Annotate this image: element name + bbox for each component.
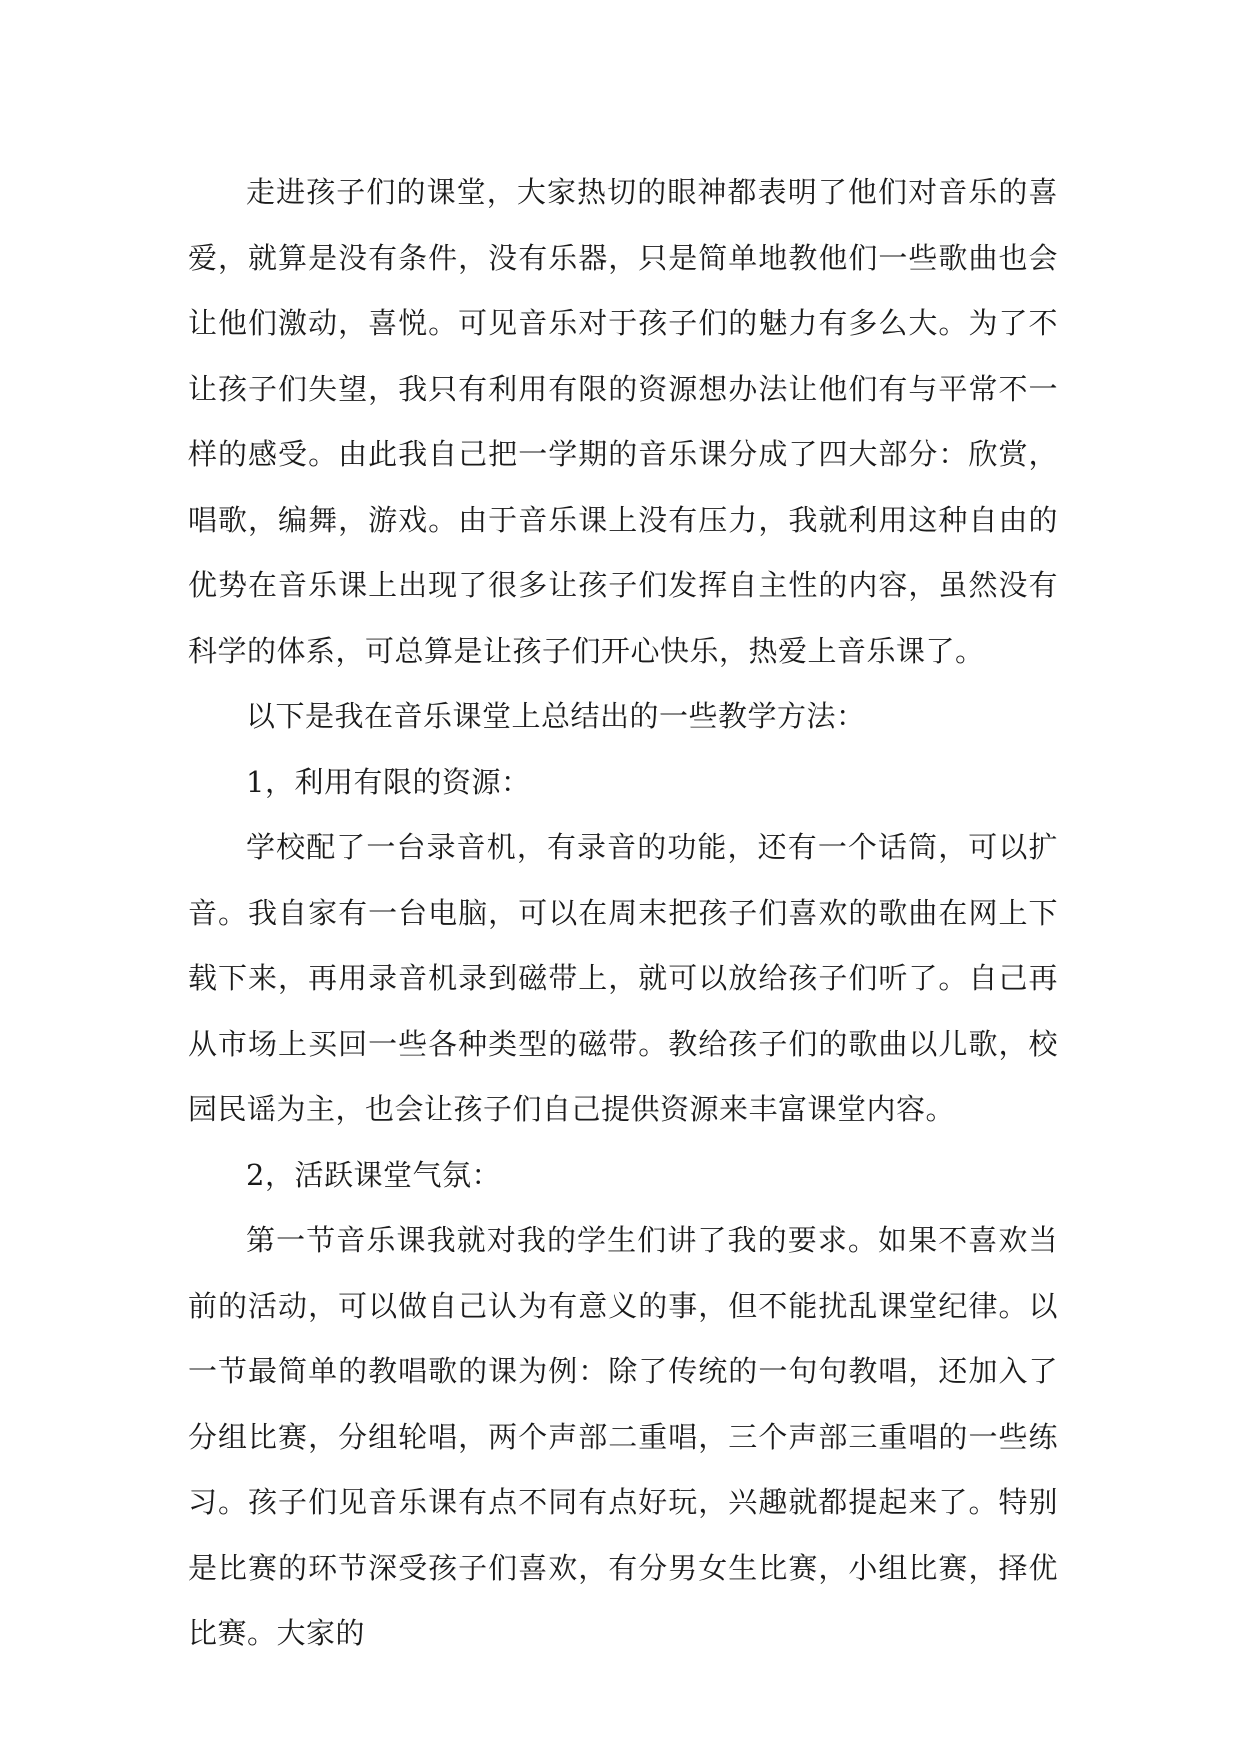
paragraph-item-1-body: 学校配了一台录音机，有录音的功能，还有一个话筒，可以扩音。我自家有一台电脑，可以在周末把孩子们喜欢的歌曲在网上下载下来，再用录音机录到磁带上，就可以放给孩子们听了。自己再从市场上买回一些各种类型的磁带。教给孩子们的歌曲以儿歌，校园民谣为主，也会让孩子们自己提供资源来丰富课堂内容。: [188, 830, 1058, 1126]
paragraph-item-2-heading: 2，活跃课堂气氛：: [246, 1157, 501, 1192]
paragraph-item-2-body: 第一节音乐课我就对我的学生们讲了我的要求。如果不喜欢当前的活动，可以做自己认为有意义的事，但不能扰乱课堂纪律。以一节最简单的教唱歌的课为例：除了传统的一句句教唱，还加入了分组比赛，分组轮唱，两个声部二重唱，三个声部三重唱的一些练习。孩子们见音乐课有点不同有点好玩，兴趣就都提起来了。特别是比赛的环节深受孩子们喜欢，有分男女生比赛，小组比赛，择优比赛。大家的: [188, 1223, 1058, 1650]
paragraph-item-1-heading: 1，利用有限的资源：: [246, 764, 531, 799]
body-text: [188, 160, 1058, 1667]
paragraph-intro: 走进孩子们的课堂，大家热切的眼神都表明了他们对音乐的喜爱，就算是没有条件，没有乐器，只是简单地教他们一些歌曲也会让他们激动，喜悦。可见音乐对于孩子们的魅力有多么大。为了不让孩子们失望，我只有利用有限的资源想办法让他们有与平常不一样的感受。由此我自己把一学期的音乐课分成了四大部分：欣赏，唱歌，编舞，游戏。由于音乐课上没有压力，我就利用这种自由的优势在音乐课上出现了很多让孩子们发挥自主性的内容，虽然没有科学的体系，可总算是让孩子们开心快乐，热爱上音乐课了。: [188, 175, 1058, 668]
paragraph-methods-heading: 以下是我在音乐课堂上总结出的一些教学方法：: [246, 699, 866, 733]
